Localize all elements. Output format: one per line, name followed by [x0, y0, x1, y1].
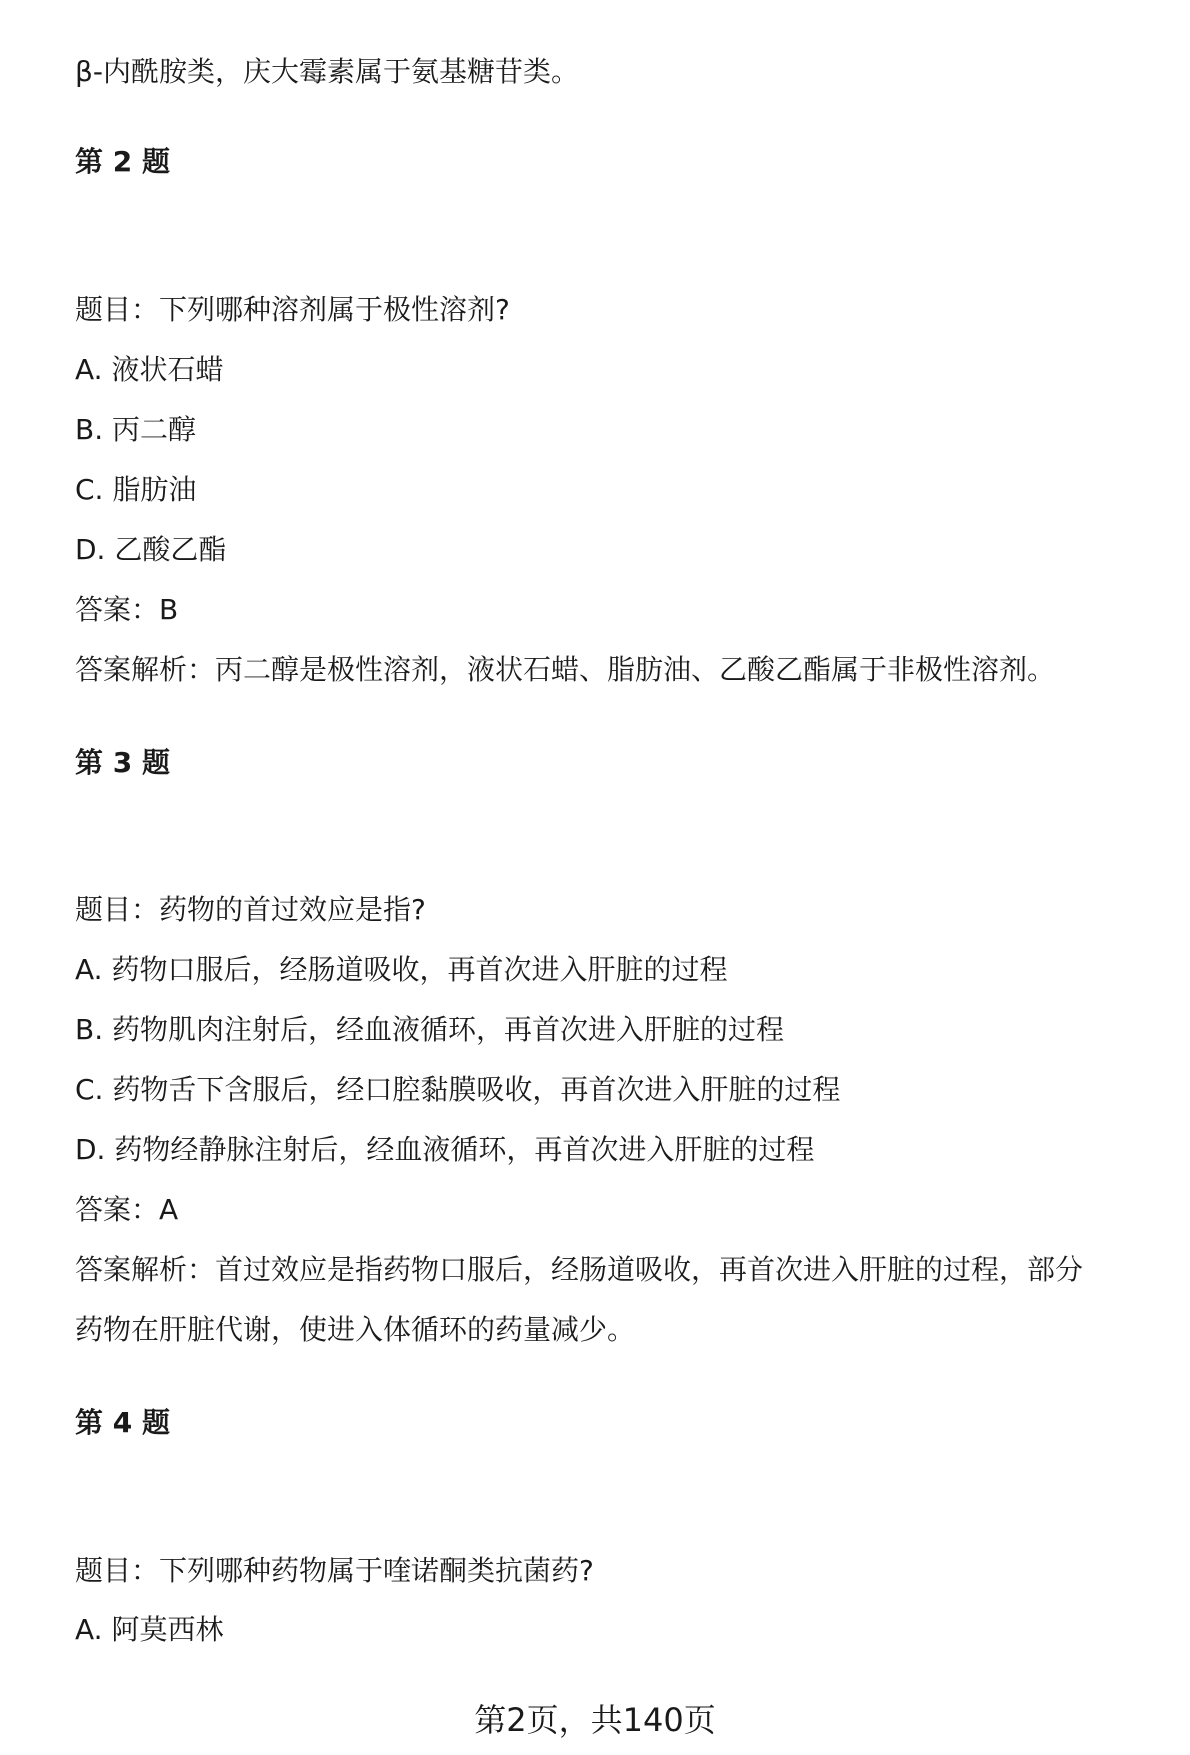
- question-3-option-c: C. 药物舌下含服后，经口腔黏膜吸收，再首次进入肝脏的过程: [75, 1073, 841, 1106]
- question-3-option-a: A. 药物口服后，经肠道吸收，再首次进入肝脏的过程: [75, 953, 728, 986]
- question-3-heading: 第 3 题: [75, 746, 170, 779]
- page-footer: 第2页，共140页: [474, 1701, 716, 1739]
- intro-line: β-内酰胺类，庆大霉素属于氨基糖苷类。: [75, 55, 579, 88]
- question-3-analysis-line-1: 答案解析：首过效应是指药物口服后，经肠道吸收，再首次进入肝脏的过程，部分: [75, 1253, 1084, 1286]
- question-3-answer: 答案：A: [75, 1193, 179, 1226]
- question-2-option-a: A. 液状石蜡: [75, 353, 224, 386]
- question-2-heading: 第 2 题: [75, 145, 170, 178]
- question-3-option-d: D. 药物经静脉注射后，经血液循环，再首次进入肝脏的过程: [75, 1133, 815, 1166]
- question-3-option-b: B. 药物肌肉注射后，经血液循环，再首次进入肝脏的过程: [75, 1013, 785, 1046]
- question-3-stem: 题目：药物的首过效应是指?: [75, 893, 426, 926]
- question-2-option-b: B. 丙二醇: [75, 413, 197, 446]
- question-2-analysis: 答案解析：丙二醇是极性溶剂，液状石蜡、脂肪油、乙酸乙酯属于非极性溶剂。: [75, 653, 1056, 686]
- question-2-answer: 答案：B: [75, 593, 179, 626]
- question-4-stem: 题目：下列哪种药物属于喹诺酮类抗菌药?: [75, 1554, 594, 1587]
- question-2-option-c: C. 脂肪油: [75, 473, 197, 506]
- question-2-stem: 题目：下列哪种溶剂属于极性溶剂?: [75, 293, 510, 326]
- question-4-option-a: A. 阿莫西林: [75, 1613, 224, 1646]
- question-2-option-d: D. 乙酸乙酯: [75, 533, 227, 566]
- question-4-heading: 第 4 题: [75, 1406, 170, 1439]
- question-3-analysis-line-2: 药物在肝脏代谢，使进入体循环的药量减少。: [75, 1313, 636, 1346]
